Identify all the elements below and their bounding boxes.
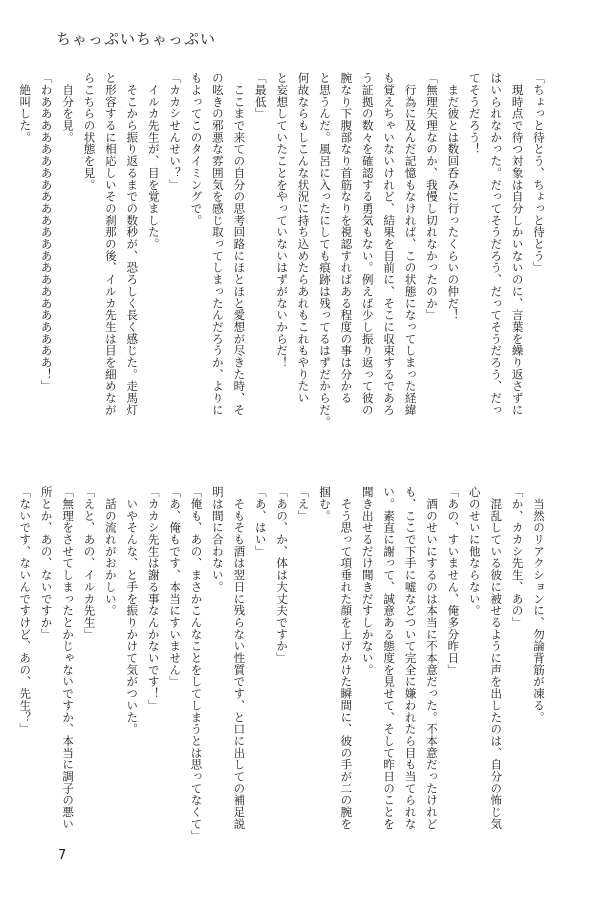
text-line: はいられなかった。だってそうだろう、だってそうだろう、だっ (489, 72, 504, 416)
text-block-upper (18, 72, 549, 428)
text-line: 混乱している彼に被せるように声を出したのは、自分の怖じ気 (489, 486, 504, 830)
text-line: も、ここで下手に嘘などついて完全に嫌われたら目も当てられな (403, 486, 418, 830)
text-line: 「えと、あの、イルカ先生」 (82, 486, 97, 641)
text-line: 「え」 (296, 486, 311, 522)
text-line: 「わあああああああああああああああああああああああ！」 (39, 72, 54, 392)
page-number: 7 (58, 848, 67, 863)
text-line: い。素直に謝って、誠意ある態度を見せて、そして昨日のことを (382, 486, 397, 830)
text-line: 当然のリアクションに、勿論背筋が凍る。 (532, 486, 546, 723)
text-line: 「俺も、あの、まさかこんなことをしてしまうとは思ってなくて」 (189, 486, 204, 842)
text-line: 「無理矢理なのか、我慢し切れなかったのか」 (424, 72, 439, 321)
text-line: と思うんだ。風呂に入ったにしても痕跡は残ってるはずだからだ。 (317, 72, 332, 428)
text-line: 「か、カカシ先生、あの」 (510, 486, 525, 629)
text-line: イルカ先生が、目を覚ました。 (146, 72, 161, 250)
text-line: 「あ、はい」 (253, 486, 268, 558)
text-line: 「カカシせんせい？」 (168, 72, 183, 191)
text-line: そう思って項垂れた顔を上げかけた瞬間に、彼の手が二の腕を (339, 486, 354, 830)
text-line: てそうだろう！ (467, 72, 482, 155)
text-line: 自分を見。 (61, 72, 76, 144)
running-header-title: ちゃっぷいちゃっぷい (56, 30, 217, 48)
text-line: 聞き出せるだけ聞きだすしかない。 (360, 486, 375, 676)
text-line: いやそんな、と手を振りかけて気がついた。 (125, 486, 140, 735)
text-line: 所とか、あの、ないですか」 (39, 486, 54, 641)
text-line: 「最低」 (253, 72, 268, 120)
text-line: 「無理をさせてしまったとかじゃないですか、本当に調子の悪い (61, 486, 76, 830)
text-line: 話の流れがおかしい。 (103, 486, 118, 617)
text-line: 「あの、か、体は大丈夫ですか」 (275, 486, 290, 664)
text-line: う証拠の数々を確認する勇気もない。例えば少し振り返って彼の (360, 72, 375, 416)
text-line: もよってこのタイミングで。 (189, 72, 204, 227)
text-line: 絶叫した。 (18, 72, 33, 144)
text-line: 何故ならもしこんな状況に持ち込めたらあれもこれもやりたい (296, 72, 311, 404)
text-line: 「あの、すいません、俺多分昨日」 (446, 486, 461, 676)
text-block-lower (18, 486, 549, 842)
text-line: 掴む。 (317, 486, 332, 522)
text-line: ここまで来ての自分の思考回路にほとほと愛想が尽きた時、そ (232, 72, 247, 416)
text-line: 酒のせいにするのは本当に不本意だった。不本意だったけれど (424, 486, 439, 830)
text-line: 「カカシ先生は謝る事なんかないです！」 (146, 486, 161, 712)
text-line: と妄想していたことをやっていないはずがないからだ！ (275, 72, 290, 369)
text-line: 心のせいに他ならない。 (467, 486, 482, 617)
text-line: 行為に及んだ記憶もなければ、この状態になってしまった経緯 (403, 72, 418, 416)
text-line: と形容するに相応しいその刹那の後、イルカ先生は目を細めなが (103, 72, 118, 416)
text-line: 「ないです、ないんですけど、あの、先生？」 (18, 486, 33, 735)
text-line: らこちらの状態を見。 (82, 72, 97, 191)
text-line: も覚えちゃいないけれど、結果を目前に、そこに収束するであろ (382, 72, 397, 416)
text-line: そこから振り返るまでの数秒が、恐ろしく長く感じた。走馬灯 (125, 72, 140, 416)
text-line: 現時点で待つ対象は自分しかいないのに、言葉を繰り返さずに (510, 72, 525, 416)
text-line: の呟きの邪悪な雰囲気を感じ取ってしまったんだろうか、よりに (210, 72, 225, 416)
text-line: 「ちょっと待とう、ちょっと待とう」 (532, 72, 546, 274)
text-line: まだ彼とは数回呑みに行ったくらいの仲だ！ (446, 72, 461, 321)
text-line: 「あ、俺もです、本当にすいません」 (168, 486, 183, 688)
text-line: そもそも酒は翌日に残らない性質です、と口に出しての補足説 (232, 486, 247, 830)
text-line: 腕なり下腹部なり首筋なりを視認すればある程度の事は分かる (339, 72, 354, 404)
text-line: 明は間に合わない。 (210, 486, 225, 593)
